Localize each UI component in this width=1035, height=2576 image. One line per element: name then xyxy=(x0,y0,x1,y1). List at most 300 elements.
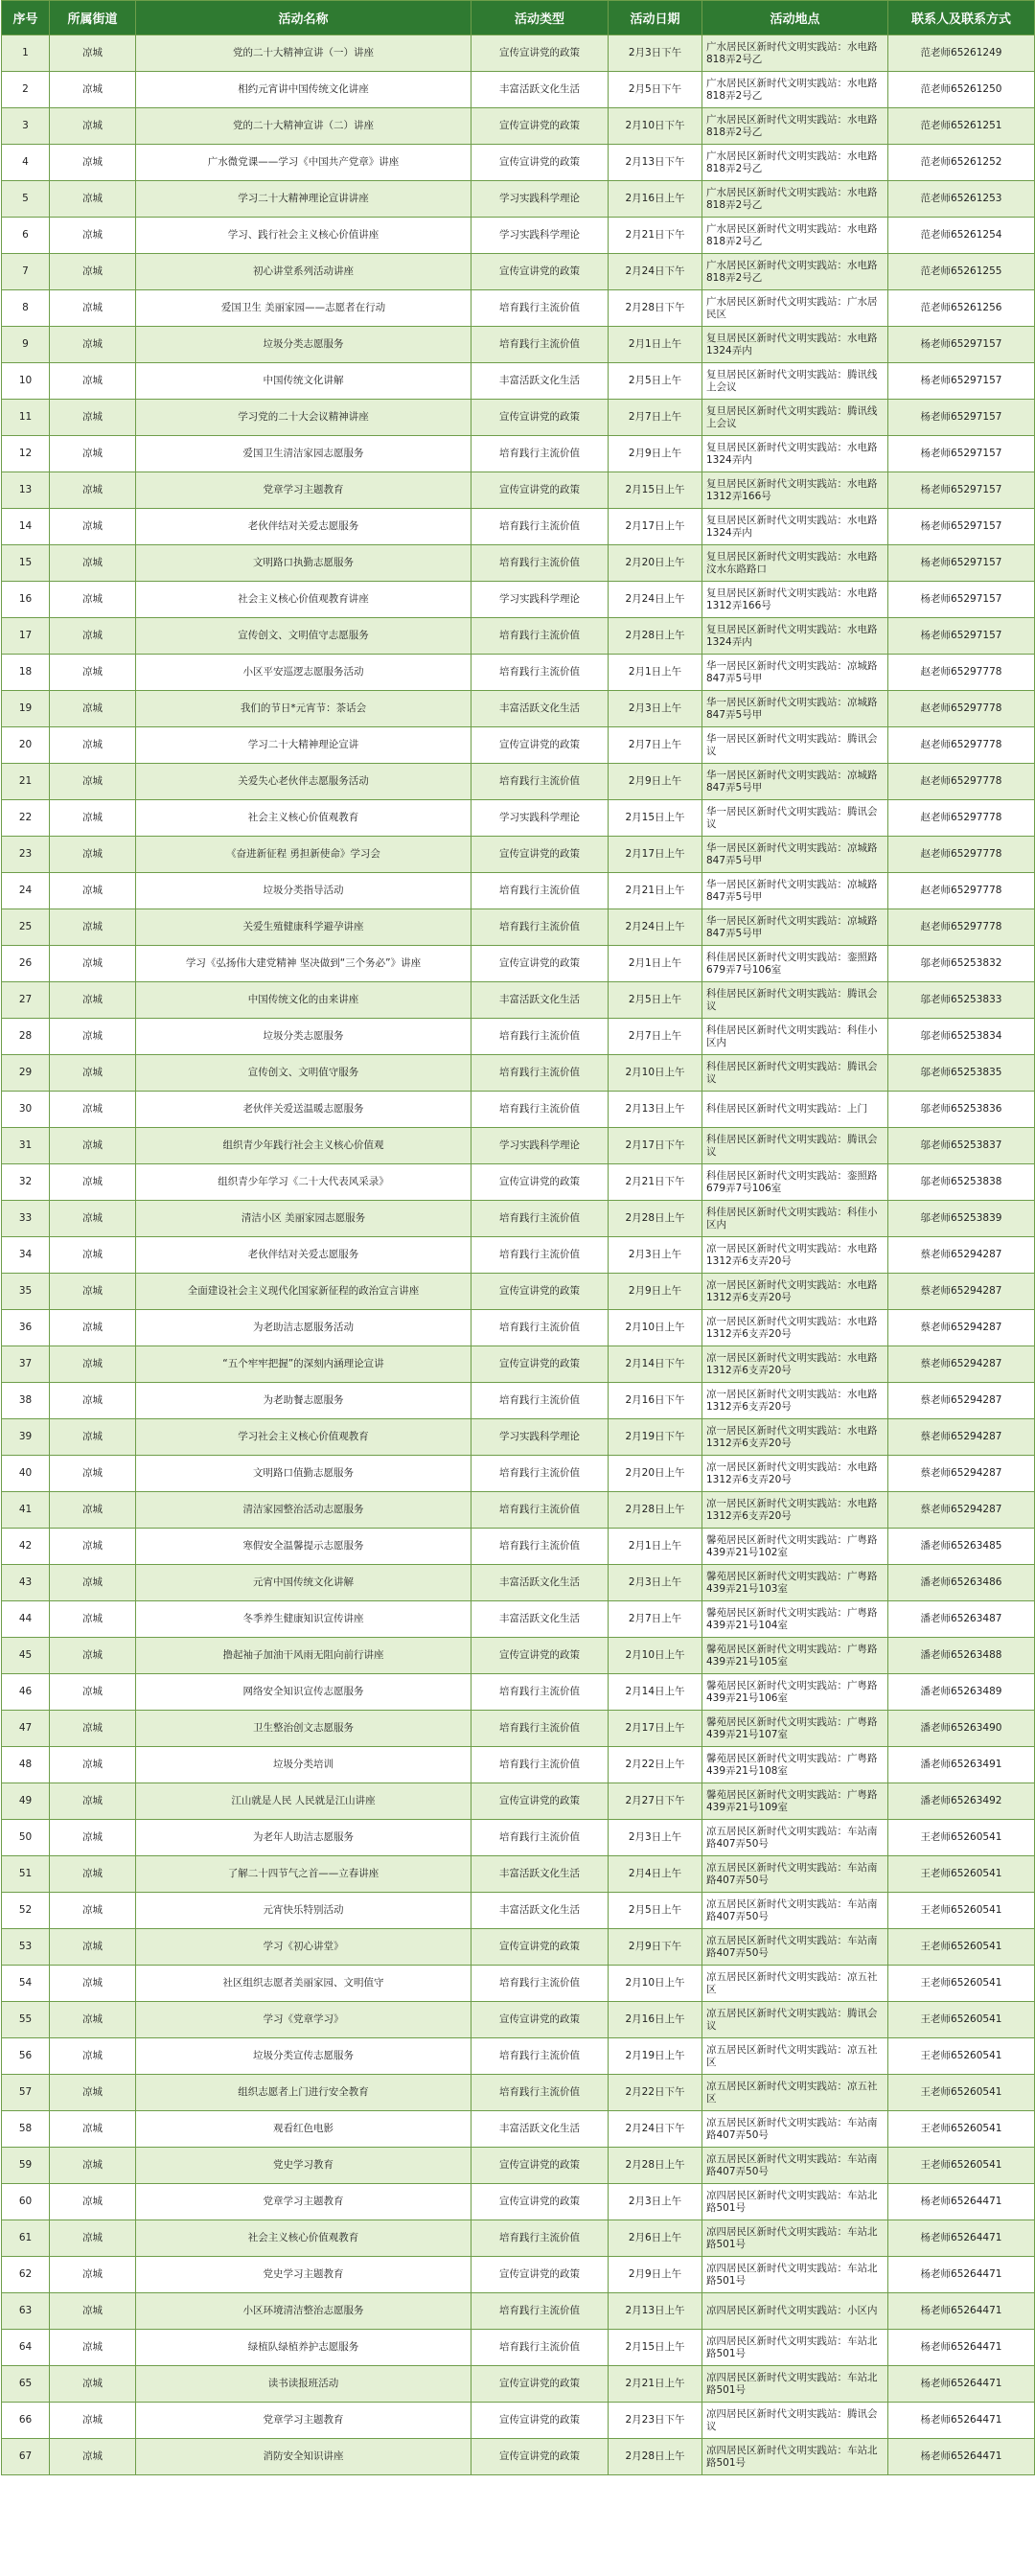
street-cell: 凉城 xyxy=(50,108,136,145)
street-cell: 凉城 xyxy=(50,909,136,946)
activity-type-cell: 宣传宣讲党的政策 xyxy=(472,108,609,145)
activity-type-cell: 丰富活跃文化生活 xyxy=(472,2111,609,2148)
contact-cell: 范老师65261254 xyxy=(888,218,1035,254)
contact-cell: 杨老师65264471 xyxy=(888,2330,1035,2366)
row-index-cell: 4 xyxy=(2,145,50,181)
table-row xyxy=(2,1929,1035,1966)
activity-name-cell: 小区平安巡逻志愿服务活动 xyxy=(136,655,472,691)
table-row xyxy=(2,837,1035,873)
row-index-cell: 54 xyxy=(2,1966,50,2002)
activity-location-cell: 科佳居民区新时代文明实践站：科佳小区内 xyxy=(702,1201,888,1237)
street-cell: 凉城 xyxy=(50,2075,136,2111)
activity-type-cell: 培育践行主流价值 xyxy=(472,1711,609,1747)
activity-date-cell: 2月24日上午 xyxy=(609,909,702,946)
activity-type-cell: 丰富活跃文化生活 xyxy=(472,1565,609,1601)
activity-type-cell: 培育践行主流价值 xyxy=(472,1383,609,1419)
street-cell: 凉城 xyxy=(50,873,136,909)
activity-type-cell: 培育践行主流价值 xyxy=(472,2075,609,2111)
activity-date-cell: 2月20日上午 xyxy=(609,1456,702,1492)
street-cell: 凉城 xyxy=(50,1419,136,1456)
activity-name-cell: 江山就是人民 人民就是江山讲座 xyxy=(136,1783,472,1820)
activity-location-cell: 凉四居民区新时代文明实践站：车站北路501号 xyxy=(702,2257,888,2293)
row-index-cell: 49 xyxy=(2,1783,50,1820)
table-row xyxy=(2,1055,1035,1092)
table-row xyxy=(2,1856,1035,1893)
activity-name-cell: 绿植队绿植养护志愿服务 xyxy=(136,2330,472,2366)
contact-cell: 范老师65261253 xyxy=(888,181,1035,218)
activity-type-cell: 培育践行主流价值 xyxy=(472,2293,609,2330)
activity-date-cell: 2月3日上午 xyxy=(609,1237,702,1274)
contact-cell: 潘老师65263489 xyxy=(888,1674,1035,1711)
activity-type-cell: 宣传宣讲党的政策 xyxy=(472,254,609,290)
activity-name-cell: 消防安全知识讲座 xyxy=(136,2439,472,2475)
activity-name-cell: 组织青少年践行社会主义核心价值观 xyxy=(136,1128,472,1164)
row-index-cell: 53 xyxy=(2,1929,50,1966)
row-index-cell: 48 xyxy=(2,1747,50,1783)
street-cell: 凉城 xyxy=(50,2148,136,2184)
activity-name-cell: 垃圾分类志愿服务 xyxy=(136,327,472,363)
activity-date-cell: 2月28日上午 xyxy=(609,618,702,655)
activity-type-cell: 培育践行主流价值 xyxy=(472,764,609,800)
table-row xyxy=(2,2293,1035,2330)
street-cell: 凉城 xyxy=(50,1856,136,1893)
activity-location-cell: 广水居民区新时代文明实践站：水电路818弄2号乙 xyxy=(702,145,888,181)
activity-name-cell: 相约元宵讲中国传统文化讲座 xyxy=(136,72,472,108)
activity-location-cell: 复旦居民区新时代文明实践站：水电路1312弄166号 xyxy=(702,582,888,618)
row-index-cell: 15 xyxy=(2,545,50,582)
activity-type-cell: 培育践行主流价值 xyxy=(472,1237,609,1274)
activity-date-cell: 2月28日上午 xyxy=(609,1492,702,1529)
activity-date-cell: 2月9日上午 xyxy=(609,764,702,800)
row-index-cell: 2 xyxy=(2,72,50,108)
activity-type-cell: 学习实践科学理论 xyxy=(472,181,609,218)
contact-cell: 赵老师65297778 xyxy=(888,909,1035,946)
header-activity-location: 活动地点 xyxy=(702,1,888,35)
activity-location-cell: 凉一居民区新时代文明实践站：水电路1312弄6支弄20号 xyxy=(702,1274,888,1310)
row-index-cell: 19 xyxy=(2,691,50,727)
activity-type-cell: 培育践行主流价值 xyxy=(472,2038,609,2075)
table-row xyxy=(2,1128,1035,1164)
street-cell: 凉城 xyxy=(50,472,136,509)
street-cell: 凉城 xyxy=(50,218,136,254)
contact-cell: 王老师65260541 xyxy=(888,1856,1035,1893)
table-row xyxy=(2,72,1035,108)
activity-name-cell: 党章学习主题教育 xyxy=(136,2403,472,2439)
contact-cell: 王老师65260541 xyxy=(888,1893,1035,1929)
activity-date-cell: 2月10日上午 xyxy=(609,1966,702,2002)
table-row xyxy=(2,618,1035,655)
activity-location-cell: 华一居民区新时代文明实践站：凉城路847弄5号甲 xyxy=(702,691,888,727)
street-cell: 凉城 xyxy=(50,1383,136,1419)
table-row xyxy=(2,2330,1035,2366)
street-cell: 凉城 xyxy=(50,2439,136,2475)
activity-location-cell: 凉一居民区新时代文明实践站：水电路1312弄6支弄20号 xyxy=(702,1492,888,1529)
street-cell: 凉城 xyxy=(50,1638,136,1674)
row-index-cell: 29 xyxy=(2,1055,50,1092)
activity-name-cell: 社区组织志愿者美丽家园、文明值守 xyxy=(136,1966,472,2002)
activity-name-cell: 关爱失心老伙伴志愿服务活动 xyxy=(136,764,472,800)
activity-name-cell: 老伙伴结对关爱志愿服务 xyxy=(136,1237,472,1274)
table-row xyxy=(2,108,1035,145)
activity-type-cell: 培育践行主流价值 xyxy=(472,509,609,545)
row-index-cell: 7 xyxy=(2,254,50,290)
table-row xyxy=(2,1019,1035,1055)
table-row xyxy=(2,1565,1035,1601)
activity-location-cell: 凉四居民区新时代文明实践站：车站北路501号 xyxy=(702,2330,888,2366)
contact-cell: 蔡老师65294287 xyxy=(888,1274,1035,1310)
table-row xyxy=(2,1310,1035,1346)
activity-type-cell: 宣传宣讲党的政策 xyxy=(472,35,609,72)
activity-type-cell: 学习实践科学理论 xyxy=(472,218,609,254)
contact-cell: 蔡老师65294287 xyxy=(888,1237,1035,1274)
activity-name-cell: 党章学习主题教育 xyxy=(136,2184,472,2220)
activity-type-cell: 培育践行主流价值 xyxy=(472,290,609,327)
contact-cell: 蔡老师65294287 xyxy=(888,1310,1035,1346)
row-index-cell: 33 xyxy=(2,1201,50,1237)
activity-name-cell: 元宵中国传统文化讲解 xyxy=(136,1565,472,1601)
activity-name-cell: 学习二十大精神理论宣讲 xyxy=(136,727,472,764)
street-cell: 凉城 xyxy=(50,1966,136,2002)
street-cell: 凉城 xyxy=(50,181,136,218)
header-activity-date: 活动日期 xyxy=(609,1,702,35)
activity-name-cell: 关爱生殖健康科学避孕讲座 xyxy=(136,909,472,946)
street-cell: 凉城 xyxy=(50,800,136,837)
activity-date-cell: 2月10日下午 xyxy=(609,108,702,145)
activity-type-cell: 宣传宣讲党的政策 xyxy=(472,946,609,982)
activity-date-cell: 2月24日下午 xyxy=(609,254,702,290)
contact-cell: 杨老师65264471 xyxy=(888,2257,1035,2293)
activity-date-cell: 2月20日上午 xyxy=(609,545,702,582)
street-cell: 凉城 xyxy=(50,691,136,727)
activity-name-cell: 爱国卫生清洁家园志愿服务 xyxy=(136,436,472,472)
row-index-cell: 64 xyxy=(2,2330,50,2366)
activity-type-cell: 宣传宣讲党的政策 xyxy=(472,1274,609,1310)
activity-location-cell: 科佳居民区新时代文明实践站：腾讯会议 xyxy=(702,1055,888,1092)
activity-date-cell: 2月9日上午 xyxy=(609,2257,702,2293)
street-cell: 凉城 xyxy=(50,1711,136,1747)
header-contact: 联系人及联系方式 xyxy=(888,1,1035,35)
row-index-cell: 13 xyxy=(2,472,50,509)
activity-date-cell: 2月7日上午 xyxy=(609,1019,702,1055)
activity-location-cell: 华一居民区新时代文明实践站：凉城路847弄5号甲 xyxy=(702,764,888,800)
contact-cell: 邬老师65253837 xyxy=(888,1128,1035,1164)
activity-name-cell: “五个牢牢把握”的深刻内涵理论宣讲 xyxy=(136,1346,472,1383)
activity-name-cell: 中国传统文化讲解 xyxy=(136,363,472,400)
activity-date-cell: 2月4日上午 xyxy=(609,1856,702,1893)
contact-cell: 赵老师65297778 xyxy=(888,655,1035,691)
table-row xyxy=(2,1346,1035,1383)
activity-location-cell: 广水居民区新时代文明实践站：广水居民区 xyxy=(702,290,888,327)
table-body xyxy=(2,35,1035,2475)
activity-date-cell: 2月13日上午 xyxy=(609,1092,702,1128)
row-index-cell: 41 xyxy=(2,1492,50,1529)
contact-cell: 杨老师65264471 xyxy=(888,2184,1035,2220)
activity-location-cell: 科佳居民区新时代文明实践站：腾讯会议 xyxy=(702,1128,888,1164)
activity-type-cell: 宣传宣讲党的政策 xyxy=(472,1346,609,1383)
table-row xyxy=(2,2111,1035,2148)
activity-date-cell: 2月22日下午 xyxy=(609,2075,702,2111)
activity-location-cell: 馨苑居民区新时代文明实践站：广粤路439弄21号107室 xyxy=(702,1711,888,1747)
table-row xyxy=(2,2366,1035,2403)
activity-location-cell: 凉四居民区新时代文明实践站：车站北路501号 xyxy=(702,2366,888,2403)
row-index-cell: 8 xyxy=(2,290,50,327)
contact-cell: 杨老师65264471 xyxy=(888,2293,1035,2330)
activity-name-cell: 组织志愿者上门进行安全教育 xyxy=(136,2075,472,2111)
street-cell: 凉城 xyxy=(50,1456,136,1492)
street-cell: 凉城 xyxy=(50,1310,136,1346)
street-cell: 凉城 xyxy=(50,2257,136,2293)
activity-date-cell: 2月17日下午 xyxy=(609,1128,702,1164)
activity-name-cell: 垃圾分类培训 xyxy=(136,1747,472,1783)
activity-location-cell: 科佳居民区新时代文明实践站：銮照路679弄7号106室 xyxy=(702,946,888,982)
activity-name-cell: 元宵快乐特别活动 xyxy=(136,1893,472,1929)
activity-type-cell: 培育践行主流价值 xyxy=(472,909,609,946)
contact-cell: 杨老师65297157 xyxy=(888,363,1035,400)
activity-name-cell: 学习《党章学习》 xyxy=(136,2002,472,2038)
activity-name-cell: 清洁家园整治活动志愿服务 xyxy=(136,1492,472,1529)
row-index-cell: 5 xyxy=(2,181,50,218)
row-index-cell: 40 xyxy=(2,1456,50,1492)
contact-cell: 杨老师65297157 xyxy=(888,436,1035,472)
street-cell: 凉城 xyxy=(50,35,136,72)
activity-date-cell: 2月24日下午 xyxy=(609,2111,702,2148)
activity-name-cell: 文明路口执勤志愿服务 xyxy=(136,545,472,582)
street-cell: 凉城 xyxy=(50,2002,136,2038)
activity-type-cell: 培育践行主流价值 xyxy=(472,1055,609,1092)
activity-name-cell: 《奋进新征程 勇担新使命》学习会 xyxy=(136,837,472,873)
row-index-cell: 18 xyxy=(2,655,50,691)
activity-date-cell: 2月10日上午 xyxy=(609,1638,702,1674)
activity-type-cell: 培育践行主流价值 xyxy=(472,327,609,363)
table-row xyxy=(2,327,1035,363)
street-cell: 凉城 xyxy=(50,1674,136,1711)
activity-type-cell: 丰富活跃文化生活 xyxy=(472,363,609,400)
row-index-cell: 60 xyxy=(2,2184,50,2220)
activity-name-cell: 党章学习主题教育 xyxy=(136,472,472,509)
activity-date-cell: 2月13日上午 xyxy=(609,2293,702,2330)
activity-date-cell: 2月5日上午 xyxy=(609,363,702,400)
contact-cell: 王老师65260541 xyxy=(888,2002,1035,2038)
street-cell: 凉城 xyxy=(50,1529,136,1565)
activity-type-cell: 培育践行主流价值 xyxy=(472,545,609,582)
activity-date-cell: 2月5日上午 xyxy=(609,982,702,1019)
table-row xyxy=(2,727,1035,764)
contact-cell: 王老师65260541 xyxy=(888,1929,1035,1966)
table-row xyxy=(2,2257,1035,2293)
activity-type-cell: 培育践行主流价值 xyxy=(472,618,609,655)
activity-date-cell: 2月1日上午 xyxy=(609,1529,702,1565)
row-index-cell: 65 xyxy=(2,2366,50,2403)
table-row xyxy=(2,145,1035,181)
street-cell: 凉城 xyxy=(50,764,136,800)
row-index-cell: 47 xyxy=(2,1711,50,1747)
activity-name-cell: 党史学习主题教育 xyxy=(136,2257,472,2293)
table-row xyxy=(2,655,1035,691)
activity-location-cell: 科佳居民区新时代文明实践站：銮照路679弄7号106室 xyxy=(702,1164,888,1201)
table-row xyxy=(2,982,1035,1019)
activity-type-cell: 培育践行主流价值 xyxy=(472,1201,609,1237)
contact-cell: 范老师65261250 xyxy=(888,72,1035,108)
row-index-cell: 56 xyxy=(2,2038,50,2075)
contact-cell: 邬老师65253834 xyxy=(888,1019,1035,1055)
activity-name-cell: 卫生整治创文志愿服务 xyxy=(136,1711,472,1747)
street-cell: 凉城 xyxy=(50,1492,136,1529)
table-row xyxy=(2,2148,1035,2184)
row-index-cell: 51 xyxy=(2,1856,50,1893)
contact-cell: 杨老师65297157 xyxy=(888,400,1035,436)
row-index-cell: 58 xyxy=(2,2111,50,2148)
activity-date-cell: 2月15日上午 xyxy=(609,800,702,837)
activity-type-cell: 宣传宣讲党的政策 xyxy=(472,145,609,181)
activity-location-cell: 华一居民区新时代文明实践站：凉城路847弄5号甲 xyxy=(702,909,888,946)
street-cell: 凉城 xyxy=(50,327,136,363)
activity-date-cell: 2月19日下午 xyxy=(609,1419,702,1456)
activity-date-cell: 2月13日下午 xyxy=(609,145,702,181)
table-row xyxy=(2,1237,1035,1274)
street-cell: 凉城 xyxy=(50,1019,136,1055)
activity-date-cell: 2月28日上午 xyxy=(609,2439,702,2475)
row-index-cell: 32 xyxy=(2,1164,50,1201)
table-row xyxy=(2,582,1035,618)
table-row xyxy=(2,1274,1035,1310)
row-index-cell: 6 xyxy=(2,218,50,254)
table-row xyxy=(2,254,1035,290)
activity-name-cell: 学习《弘扬伟大建党精神 坚决做到“三个务必”》讲座 xyxy=(136,946,472,982)
table-row xyxy=(2,2439,1035,2475)
street-cell: 凉城 xyxy=(50,1346,136,1383)
street-cell: 凉城 xyxy=(50,2038,136,2075)
activity-date-cell: 2月10日上午 xyxy=(609,1310,702,1346)
activity-name-cell: 广水微党课——学习《中国共产党章》讲座 xyxy=(136,145,472,181)
table-row xyxy=(2,2184,1035,2220)
activity-location-cell: 广水居民区新时代文明实践站：水电路818弄2号乙 xyxy=(702,35,888,72)
street-cell: 凉城 xyxy=(50,1565,136,1601)
activity-date-cell: 2月17日上午 xyxy=(609,837,702,873)
activity-date-cell: 2月9日上午 xyxy=(609,1274,702,1310)
contact-cell: 王老师65260541 xyxy=(888,1820,1035,1856)
activity-name-cell: 观看红色电影 xyxy=(136,2111,472,2148)
activity-name-cell: 冬季养生健康知识宣传讲座 xyxy=(136,1601,472,1638)
table-row xyxy=(2,290,1035,327)
table-row xyxy=(2,1092,1035,1128)
contact-cell: 潘老师65263490 xyxy=(888,1711,1035,1747)
activity-type-cell: 培育践行主流价值 xyxy=(472,1674,609,1711)
table-row xyxy=(2,1201,1035,1237)
row-index-cell: 50 xyxy=(2,1820,50,1856)
activity-name-cell: 学习《初心讲堂》 xyxy=(136,1929,472,1966)
activity-location-cell: 复旦居民区新时代文明实践站：水电路1312弄166号 xyxy=(702,472,888,509)
street-cell: 凉城 xyxy=(50,72,136,108)
row-index-cell: 16 xyxy=(2,582,50,618)
street-cell: 凉城 xyxy=(50,837,136,873)
activity-type-cell: 丰富活跃文化生活 xyxy=(472,1601,609,1638)
contact-cell: 邬老师65253835 xyxy=(888,1055,1035,1092)
table-row xyxy=(2,181,1035,218)
contact-cell: 王老师65260541 xyxy=(888,2075,1035,2111)
activity-name-cell: 小区环境清洁整治志愿服务 xyxy=(136,2293,472,2330)
activity-location-cell: 广水居民区新时代文明实践站：水电路818弄2号乙 xyxy=(702,218,888,254)
activity-type-cell: 宣传宣讲党的政策 xyxy=(472,727,609,764)
row-index-cell: 34 xyxy=(2,1237,50,1274)
row-index-cell: 62 xyxy=(2,2257,50,2293)
table-row xyxy=(2,1456,1035,1492)
activity-type-cell: 培育践行主流价值 xyxy=(472,1492,609,1529)
street-cell: 凉城 xyxy=(50,2366,136,2403)
activity-name-cell: 为老助餐志愿服务 xyxy=(136,1383,472,1419)
activity-type-cell: 培育践行主流价值 xyxy=(472,1966,609,2002)
activity-name-cell: 初心讲堂系列活动讲座 xyxy=(136,254,472,290)
table-row xyxy=(2,1529,1035,1565)
row-index-cell: 57 xyxy=(2,2075,50,2111)
activity-date-cell: 2月1日上午 xyxy=(609,655,702,691)
activity-name-cell: 学习党的二十大会议精神讲座 xyxy=(136,400,472,436)
activity-location-cell: 馨苑居民区新时代文明实践站：广粤路439弄21号105室 xyxy=(702,1638,888,1674)
contact-cell: 邬老师65253839 xyxy=(888,1201,1035,1237)
activity-type-cell: 宣传宣讲党的政策 xyxy=(472,1929,609,1966)
activity-name-cell: 清洁小区 美丽家园志愿服务 xyxy=(136,1201,472,1237)
street-cell: 凉城 xyxy=(50,545,136,582)
contact-cell: 赵老师65297778 xyxy=(888,764,1035,800)
activity-name-cell: 宣传创文、文明值守志愿服务 xyxy=(136,618,472,655)
street-cell: 凉城 xyxy=(50,982,136,1019)
contact-cell: 杨老师65297157 xyxy=(888,582,1035,618)
activity-date-cell: 2月6日上午 xyxy=(609,2220,702,2257)
activity-type-cell: 学习实践科学理论 xyxy=(472,1128,609,1164)
table-row xyxy=(2,1638,1035,1674)
activity-type-cell: 学习实践科学理论 xyxy=(472,1419,609,1456)
contact-cell: 杨老师65297157 xyxy=(888,618,1035,655)
row-index-cell: 39 xyxy=(2,1419,50,1456)
activity-location-cell: 凉一居民区新时代文明实践站：水电路1312弄6支弄20号 xyxy=(702,1237,888,1274)
activity-date-cell: 2月3日上午 xyxy=(609,1565,702,1601)
row-index-cell: 12 xyxy=(2,436,50,472)
street-cell: 凉城 xyxy=(50,2403,136,2439)
row-index-cell: 26 xyxy=(2,946,50,982)
contact-cell: 赵老师65297778 xyxy=(888,727,1035,764)
activity-type-cell: 培育践行主流价值 xyxy=(472,655,609,691)
row-index-cell: 36 xyxy=(2,1310,50,1346)
contact-cell: 潘老师65263486 xyxy=(888,1565,1035,1601)
table-row xyxy=(2,35,1035,72)
activity-type-cell: 丰富活跃文化生活 xyxy=(472,982,609,1019)
activity-date-cell: 2月21日上午 xyxy=(609,2366,702,2403)
activity-name-cell: 学习、践行社会主义核心价值讲座 xyxy=(136,218,472,254)
activity-name-cell: 中国传统文化的由来讲座 xyxy=(136,982,472,1019)
activity-location-cell: 复旦居民区新时代文明实践站：水电路汶水东路路口 xyxy=(702,545,888,582)
activity-location-cell: 馨苑居民区新时代文明实践站：广粤路439弄21号108室 xyxy=(702,1747,888,1783)
activity-location-cell: 凉四居民区新时代文明实践站：车站北路501号 xyxy=(702,2184,888,2220)
activity-location-cell: 凉一居民区新时代文明实践站：水电路1312弄6支弄20号 xyxy=(702,1346,888,1383)
row-index-cell: 55 xyxy=(2,2002,50,2038)
contact-cell: 王老师65260541 xyxy=(888,2038,1035,2075)
activity-date-cell: 2月21日上午 xyxy=(609,873,702,909)
table-row xyxy=(2,363,1035,400)
activity-name-cell: 党的二十大精神宣讲（二）讲座 xyxy=(136,108,472,145)
activity-type-cell: 宣传宣讲党的政策 xyxy=(472,1164,609,1201)
contact-cell: 王老师65260541 xyxy=(888,2111,1035,2148)
activity-location-cell: 凉五居民区新时代文明实践站：车站南路407弄50号 xyxy=(702,1820,888,1856)
activity-type-cell: 丰富活跃文化生活 xyxy=(472,1856,609,1893)
contact-cell: 范老师65261255 xyxy=(888,254,1035,290)
row-index-cell: 11 xyxy=(2,400,50,436)
table-row xyxy=(2,2075,1035,2111)
activity-date-cell: 2月24日上午 xyxy=(609,582,702,618)
contact-cell: 赵老师65297778 xyxy=(888,837,1035,873)
activity-location-cell: 馨苑居民区新时代文明实践站：广粤路439弄21号103室 xyxy=(702,1565,888,1601)
contact-cell: 杨老师65297157 xyxy=(888,472,1035,509)
activity-name-cell: 垃圾分类指导活动 xyxy=(136,873,472,909)
contact-cell: 潘老师65263491 xyxy=(888,1747,1035,1783)
